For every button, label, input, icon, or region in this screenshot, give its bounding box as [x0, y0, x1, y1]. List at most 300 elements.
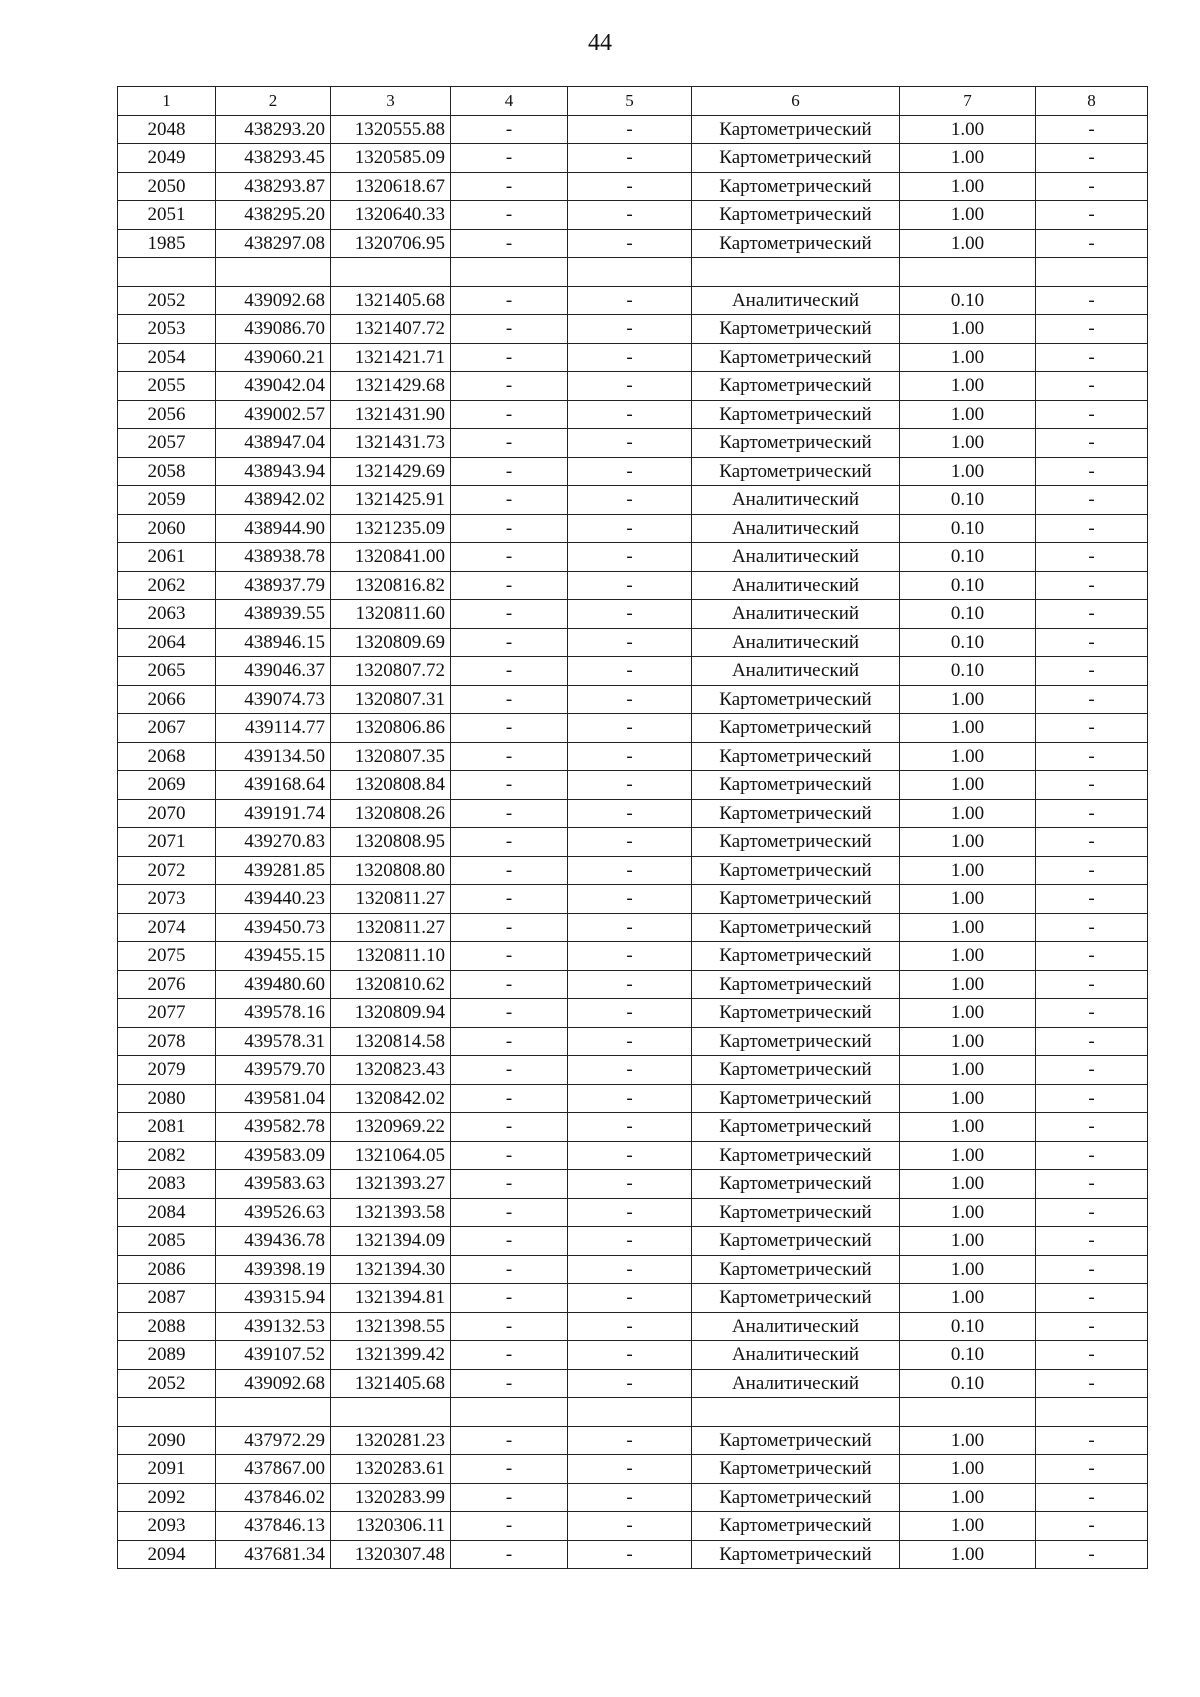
table-cell-col-5: - — [568, 771, 692, 800]
table-cell-col-1: 2048 — [118, 115, 216, 144]
table-cell-col-1: 2088 — [118, 1312, 216, 1341]
table-row — [118, 144, 1148, 173]
table-cell-col-1: 2074 — [118, 913, 216, 942]
table-cell-col-6: Картометрический — [692, 372, 900, 401]
table-row — [118, 400, 1148, 429]
table-cell-col-6: Картометрический — [692, 1027, 900, 1056]
table-row — [118, 258, 1148, 287]
table-cell-col-2: 437972.29 — [216, 1426, 331, 1455]
table-cell-col-5: - — [568, 115, 692, 144]
table-cell-col-5: - — [568, 1540, 692, 1569]
table-cell-col-1: 2060 — [118, 514, 216, 543]
table-cell-col-5: - — [568, 1027, 692, 1056]
table-cell-col-3: 1320811.27 — [331, 885, 451, 914]
table-cell-col-8: - — [1036, 657, 1148, 686]
table-cell-col-6: Аналитический — [692, 628, 900, 657]
table-cell-col-4: - — [451, 1369, 568, 1398]
table-cell-col-1: 2061 — [118, 543, 216, 572]
table-cell-col-6: Аналитический — [692, 1341, 900, 1370]
table-cell-col-1: 2064 — [118, 628, 216, 657]
table-row — [118, 885, 1148, 914]
table-cell-col-2: 439578.31 — [216, 1027, 331, 1056]
table-cell-col-7: 1.00 — [900, 999, 1036, 1028]
table-cell-col-5: - — [568, 172, 692, 201]
table-cell-col-6: Картометрический — [692, 828, 900, 857]
table-cell-col-1: 1985 — [118, 229, 216, 258]
column-header-3: 3 — [331, 87, 451, 116]
table-cell-col-2: 438297.08 — [216, 229, 331, 258]
table-cell-col-8: - — [1036, 856, 1148, 885]
table-cell-col-8: - — [1036, 1027, 1148, 1056]
table-cell-col-8 — [1036, 258, 1148, 287]
table-cell-col-5: - — [568, 1084, 692, 1113]
table-row — [118, 1369, 1148, 1398]
table-cell-col-7 — [900, 1398, 1036, 1427]
table-cell-col-6: Картометрический — [692, 343, 900, 372]
column-header-5: 5 — [568, 87, 692, 116]
table-cell-col-5: - — [568, 628, 692, 657]
table-row — [118, 1512, 1148, 1541]
table-cell-col-4: - — [451, 486, 568, 515]
table-cell-col-4: - — [451, 1483, 568, 1512]
table-cell-col-2: 439092.68 — [216, 286, 331, 315]
table-cell-col-5: - — [568, 1455, 692, 1484]
table-cell-col-2: 439436.78 — [216, 1227, 331, 1256]
table-cell-col-6: Картометрический — [692, 856, 900, 885]
table-row — [118, 1398, 1148, 1427]
table-cell-col-1: 2092 — [118, 1483, 216, 1512]
table-cell-col-4: - — [451, 1198, 568, 1227]
table-row — [118, 1455, 1148, 1484]
table-cell-col-3: 1320281.23 — [331, 1426, 451, 1455]
table-row — [118, 856, 1148, 885]
table-cell-col-2: 439315.94 — [216, 1284, 331, 1313]
table-row — [118, 343, 1148, 372]
table-cell-col-7: 0.10 — [900, 1369, 1036, 1398]
table-cell-col-2: 437681.34 — [216, 1540, 331, 1569]
table-cell-col-3: 1321394.30 — [331, 1255, 451, 1284]
table-cell-col-1: 2085 — [118, 1227, 216, 1256]
table-cell-col-1: 2059 — [118, 486, 216, 515]
table-row — [118, 201, 1148, 230]
table-cell-col-5: - — [568, 486, 692, 515]
table-cell-col-2: 438937.79 — [216, 571, 331, 600]
table-cell-col-7: 1.00 — [900, 942, 1036, 971]
table-cell-col-2: 439582.78 — [216, 1113, 331, 1142]
table-cell-col-2: 439134.50 — [216, 742, 331, 771]
table-cell-col-3: 1320811.27 — [331, 913, 451, 942]
table-cell-col-7: 0.10 — [900, 628, 1036, 657]
table-cell-col-2: 439074.73 — [216, 685, 331, 714]
table-cell-col-8: - — [1036, 771, 1148, 800]
table-cell-col-6: Картометрический — [692, 1170, 900, 1199]
table-cell-col-4: - — [451, 913, 568, 942]
table-cell-col-6: Картометрический — [692, 1198, 900, 1227]
table-cell-col-3 — [331, 258, 451, 287]
table-cell-col-2: 439455.15 — [216, 942, 331, 971]
table-cell-col-6: Картометрический — [692, 1483, 900, 1512]
table-cell-col-4: - — [451, 628, 568, 657]
table-row — [118, 685, 1148, 714]
table-cell-col-6: Картометрический — [692, 1255, 900, 1284]
table-cell-col-6: Картометрический — [692, 1426, 900, 1455]
table-cell-col-6: Аналитический — [692, 1369, 900, 1398]
table-cell-col-7: 1.00 — [900, 1170, 1036, 1199]
table-cell-col-8: - — [1036, 1113, 1148, 1142]
table-cell-col-3: 1320810.62 — [331, 970, 451, 999]
table-cell-col-8: - — [1036, 486, 1148, 515]
table-cell-col-8: - — [1036, 286, 1148, 315]
table-cell-col-4: - — [451, 229, 568, 258]
table-cell-col-5: - — [568, 457, 692, 486]
table-cell-col-8: - — [1036, 315, 1148, 344]
table-cell-col-6: Аналитический — [692, 543, 900, 572]
table-cell-col-6: Картометрический — [692, 1084, 900, 1113]
table-cell-col-6: Картометрический — [692, 1056, 900, 1085]
table-cell-col-8: - — [1036, 1056, 1148, 1085]
table-row — [118, 229, 1148, 258]
table-cell-col-5: - — [568, 1056, 692, 1085]
table-cell-col-5: - — [568, 885, 692, 914]
table-cell-col-7: 1.00 — [900, 913, 1036, 942]
table-cell-col-3: 1320809.69 — [331, 628, 451, 657]
table-cell-col-1: 2065 — [118, 657, 216, 686]
table-row — [118, 913, 1148, 942]
table-cell-col-3: 1321405.68 — [331, 1369, 451, 1398]
table-cell-col-5: - — [568, 315, 692, 344]
table-cell-col-4: - — [451, 657, 568, 686]
table-cell-col-7: 0.10 — [900, 543, 1036, 572]
table-cell-col-2: 439578.16 — [216, 999, 331, 1028]
table-cell-col-7: 1.00 — [900, 172, 1036, 201]
table-cell-col-2: 438943.94 — [216, 457, 331, 486]
table-cell-col-8: - — [1036, 913, 1148, 942]
table-cell-col-7: 0.10 — [900, 1312, 1036, 1341]
table-cell-col-7: 1.00 — [900, 1198, 1036, 1227]
table-body — [118, 115, 1148, 1569]
table-cell-col-1: 2093 — [118, 1512, 216, 1541]
table-cell-col-5: - — [568, 229, 692, 258]
table-cell-col-8: - — [1036, 429, 1148, 458]
table-cell-col-6: Картометрический — [692, 400, 900, 429]
table-cell-col-7: 1.00 — [900, 685, 1036, 714]
table-cell-col-6: Аналитический — [692, 657, 900, 686]
table-cell-col-1: 2071 — [118, 828, 216, 857]
column-header-8: 8 — [1036, 87, 1148, 116]
table-cell-col-1: 2049 — [118, 144, 216, 173]
table-cell-col-4: - — [451, 343, 568, 372]
table-cell-col-3: 1321429.68 — [331, 372, 451, 401]
table-cell-col-7: 1.00 — [900, 115, 1036, 144]
table-cell-col-4: - — [451, 970, 568, 999]
table-cell-col-1: 2072 — [118, 856, 216, 885]
table-cell-col-4: - — [451, 999, 568, 1028]
table-row — [118, 429, 1148, 458]
table-row — [118, 1056, 1148, 1085]
table-cell-col-7: 1.00 — [900, 1455, 1036, 1484]
table-cell-col-8: - — [1036, 1170, 1148, 1199]
table-cell-col-4: - — [451, 1170, 568, 1199]
table-cell-col-4: - — [451, 714, 568, 743]
table-cell-col-8: - — [1036, 714, 1148, 743]
table-cell-col-5: - — [568, 1170, 692, 1199]
table-cell-col-3: 1320807.31 — [331, 685, 451, 714]
table-cell-col-8: - — [1036, 999, 1148, 1028]
table-cell-col-1: 2079 — [118, 1056, 216, 1085]
table-cell-col-2: 439107.52 — [216, 1341, 331, 1370]
table-cell-col-3: 1321421.71 — [331, 343, 451, 372]
table-cell-col-4: - — [451, 571, 568, 600]
table-cell-col-8 — [1036, 1398, 1148, 1427]
table-cell-col-1 — [118, 258, 216, 287]
table-row — [118, 1141, 1148, 1170]
table-cell-col-3: 1320816.82 — [331, 571, 451, 600]
table-cell-col-2 — [216, 1398, 331, 1427]
table-cell-col-1: 2069 — [118, 771, 216, 800]
table-cell-col-4: - — [451, 1284, 568, 1313]
table-cell-col-4: - — [451, 315, 568, 344]
table-cell-col-8: - — [1036, 1198, 1148, 1227]
table-cell-col-2: 439168.64 — [216, 771, 331, 800]
table-cell-col-2: 438946.15 — [216, 628, 331, 657]
table-cell-col-3: 1321393.58 — [331, 1198, 451, 1227]
table-cell-col-8: - — [1036, 1341, 1148, 1370]
table-cell-col-7: 1.00 — [900, 1113, 1036, 1142]
table-cell-col-1: 2077 — [118, 999, 216, 1028]
table-row — [118, 1483, 1148, 1512]
table-cell-col-5: - — [568, 657, 692, 686]
table-cell-col-4: - — [451, 942, 568, 971]
table-cell-col-1: 2053 — [118, 315, 216, 344]
table-cell-col-7: 1.00 — [900, 457, 1036, 486]
table-cell-col-8: - — [1036, 799, 1148, 828]
table-cell-col-5: - — [568, 1341, 692, 1370]
table-cell-col-5: - — [568, 144, 692, 173]
table-cell-col-6: Картометрический — [692, 1141, 900, 1170]
table-cell-col-3: 1320283.61 — [331, 1455, 451, 1484]
table-cell-col-4: - — [451, 856, 568, 885]
table-row — [118, 1084, 1148, 1113]
column-header-7: 7 — [900, 87, 1036, 116]
table-cell-col-5: - — [568, 543, 692, 572]
table-cell-col-1: 2073 — [118, 885, 216, 914]
table-cell-col-4: - — [451, 771, 568, 800]
table-cell-col-8: - — [1036, 1369, 1148, 1398]
table-cell-col-1: 2078 — [118, 1027, 216, 1056]
table-cell-col-8: - — [1036, 1284, 1148, 1313]
table-cell-col-1: 2057 — [118, 429, 216, 458]
table-cell-col-1: 2080 — [118, 1084, 216, 1113]
table-cell-col-4: - — [451, 742, 568, 771]
table-cell-col-1: 2076 — [118, 970, 216, 999]
table-cell-col-6: Картометрический — [692, 913, 900, 942]
table-cell-col-7: 1.00 — [900, 799, 1036, 828]
table-cell-col-6: Картометрический — [692, 429, 900, 458]
table-cell-col-5: - — [568, 799, 692, 828]
table-cell-col-8: - — [1036, 172, 1148, 201]
table-cell-col-3: 1321399.42 — [331, 1341, 451, 1370]
table-cell-col-8: - — [1036, 942, 1148, 971]
table-cell-col-2: 439440.23 — [216, 885, 331, 914]
table-cell-col-7: 1.00 — [900, 742, 1036, 771]
table-row — [118, 514, 1148, 543]
table-cell-col-6: Картометрический — [692, 457, 900, 486]
table-cell-col-4: - — [451, 372, 568, 401]
table-cell-col-2: 438942.02 — [216, 486, 331, 515]
table-cell-col-3: 1320969.22 — [331, 1113, 451, 1142]
table-cell-col-2: 439002.57 — [216, 400, 331, 429]
table-cell-col-1: 2086 — [118, 1255, 216, 1284]
table-cell-col-6: Аналитический — [692, 1312, 900, 1341]
table-cell-col-4: - — [451, 1141, 568, 1170]
table-row — [118, 315, 1148, 344]
table-cell-col-5: - — [568, 600, 692, 629]
table-cell-col-8: - — [1036, 571, 1148, 600]
table-cell-col-4: - — [451, 429, 568, 458]
table-cell-col-3: 1321398.55 — [331, 1312, 451, 1341]
table-cell-col-6: Картометрический — [692, 1540, 900, 1569]
table-row — [118, 742, 1148, 771]
table-cell-col-7: 1.00 — [900, 771, 1036, 800]
table-cell-col-3: 1320811.60 — [331, 600, 451, 629]
table-cell-col-2: 438939.55 — [216, 600, 331, 629]
table-cell-col-6: Аналитический — [692, 286, 900, 315]
table-cell-col-7: 1.00 — [900, 970, 1036, 999]
table-cell-col-8: - — [1036, 742, 1148, 771]
table-cell-col-1: 2087 — [118, 1284, 216, 1313]
table-cell-col-5: - — [568, 201, 692, 230]
table-cell-col-2: 438293.87 — [216, 172, 331, 201]
table-cell-col-4: - — [451, 1056, 568, 1085]
table-cell-col-3: 1320842.02 — [331, 1084, 451, 1113]
coordinates-table — [117, 86, 1148, 1569]
table-cell-col-5: - — [568, 742, 692, 771]
table-row — [118, 828, 1148, 857]
table-cell-col-2: 439583.09 — [216, 1141, 331, 1170]
table-cell-col-1: 2070 — [118, 799, 216, 828]
table-row — [118, 1426, 1148, 1455]
table-cell-col-6 — [692, 258, 900, 287]
table-cell-col-7: 1.00 — [900, 144, 1036, 173]
table-cell-col-6: Картометрический — [692, 771, 900, 800]
table-cell-col-7: 0.10 — [900, 571, 1036, 600]
table-cell-col-3: 1321235.09 — [331, 514, 451, 543]
table-cell-col-3: 1321425.91 — [331, 486, 451, 515]
table-cell-col-4: - — [451, 201, 568, 230]
table-cell-col-1: 2089 — [118, 1341, 216, 1370]
table-cell-col-6: Картометрический — [692, 885, 900, 914]
table-cell-col-6: Картометрический — [692, 1284, 900, 1313]
table-cell-col-6: Аналитический — [692, 600, 900, 629]
table-cell-col-8: - — [1036, 1540, 1148, 1569]
table-cell-col-8: - — [1036, 1455, 1148, 1484]
table-cell-col-4: - — [451, 172, 568, 201]
table-cell-col-5: - — [568, 429, 692, 458]
table-row — [118, 1227, 1148, 1256]
table-cell-col-7: 0.10 — [900, 1341, 1036, 1370]
table-cell-col-2: 438938.78 — [216, 543, 331, 572]
table-cell-col-3: 1321431.73 — [331, 429, 451, 458]
table-cell-col-8: - — [1036, 343, 1148, 372]
table-cell-col-4: - — [451, 828, 568, 857]
table-cell-col-5 — [568, 258, 692, 287]
table-cell-col-4: - — [451, 685, 568, 714]
table-cell-col-8: - — [1036, 1483, 1148, 1512]
table-cell-col-6: Картометрический — [692, 115, 900, 144]
table-cell-col-5: - — [568, 913, 692, 942]
table-row — [118, 600, 1148, 629]
table-cell-col-5: - — [568, 714, 692, 743]
table-row — [118, 457, 1148, 486]
table-cell-col-2: 439583.63 — [216, 1170, 331, 1199]
table-cell-col-7: 1.00 — [900, 429, 1036, 458]
table-cell-col-4 — [451, 258, 568, 287]
table-row — [118, 372, 1148, 401]
table-cell-col-4: - — [451, 286, 568, 315]
table-cell-col-4: - — [451, 1426, 568, 1455]
table-cell-col-2: 439092.68 — [216, 1369, 331, 1398]
table-cell-col-2: 438293.45 — [216, 144, 331, 173]
table-cell-col-7: 1.00 — [900, 343, 1036, 372]
table-cell-col-8: - — [1036, 514, 1148, 543]
table-row — [118, 1255, 1148, 1284]
table-cell-col-4: - — [451, 885, 568, 914]
table-cell-col-7: 1.00 — [900, 1027, 1036, 1056]
table-cell-col-4 — [451, 1398, 568, 1427]
table-cell-col-1: 2081 — [118, 1113, 216, 1142]
table-cell-col-1: 2091 — [118, 1455, 216, 1484]
table-cell-col-3: 1320809.94 — [331, 999, 451, 1028]
table-cell-col-3: 1320808.26 — [331, 799, 451, 828]
table-cell-col-7: 1.00 — [900, 201, 1036, 230]
page-number: 44 — [588, 30, 612, 56]
table-cell-col-3: 1320640.33 — [331, 201, 451, 230]
table-row — [118, 543, 1148, 572]
table-cell-col-5: - — [568, 571, 692, 600]
table-cell-col-3: 1320823.43 — [331, 1056, 451, 1085]
table-cell-col-7: 1.00 — [900, 1141, 1036, 1170]
table-cell-col-3: 1320808.95 — [331, 828, 451, 857]
table-cell-col-5: - — [568, 1255, 692, 1284]
table-cell-col-1 — [118, 1398, 216, 1427]
table-cell-col-3: 1320808.80 — [331, 856, 451, 885]
table-cell-col-8: - — [1036, 115, 1148, 144]
table-cell-col-6: Картометрический — [692, 742, 900, 771]
table-cell-col-3: 1321405.68 — [331, 286, 451, 315]
table-cell-col-4: - — [451, 144, 568, 173]
table-cell-col-4: - — [451, 1084, 568, 1113]
table-cell-col-3: 1321407.72 — [331, 315, 451, 344]
table-cell-col-8: - — [1036, 400, 1148, 429]
table-cell-col-8: - — [1036, 885, 1148, 914]
table-cell-col-6: Аналитический — [692, 571, 900, 600]
table-cell-col-1: 2051 — [118, 201, 216, 230]
table-cell-col-4: - — [451, 1455, 568, 1484]
table-cell-col-4: - — [451, 1341, 568, 1370]
table-cell-col-3: 1320807.72 — [331, 657, 451, 686]
header-row — [118, 87, 1148, 116]
table-row — [118, 799, 1148, 828]
table-cell-col-7: 0.10 — [900, 486, 1036, 515]
table-cell-col-2: 439046.37 — [216, 657, 331, 686]
table-cell-col-7: 1.00 — [900, 1284, 1036, 1313]
table-cell-col-8: - — [1036, 1312, 1148, 1341]
table-cell-col-1: 2082 — [118, 1141, 216, 1170]
table-cell-col-6: Картометрический — [692, 1512, 900, 1541]
table-cell-col-7: 1.00 — [900, 1540, 1036, 1569]
table-cell-col-3: 1320618.67 — [331, 172, 451, 201]
table-cell-col-1: 2056 — [118, 400, 216, 429]
